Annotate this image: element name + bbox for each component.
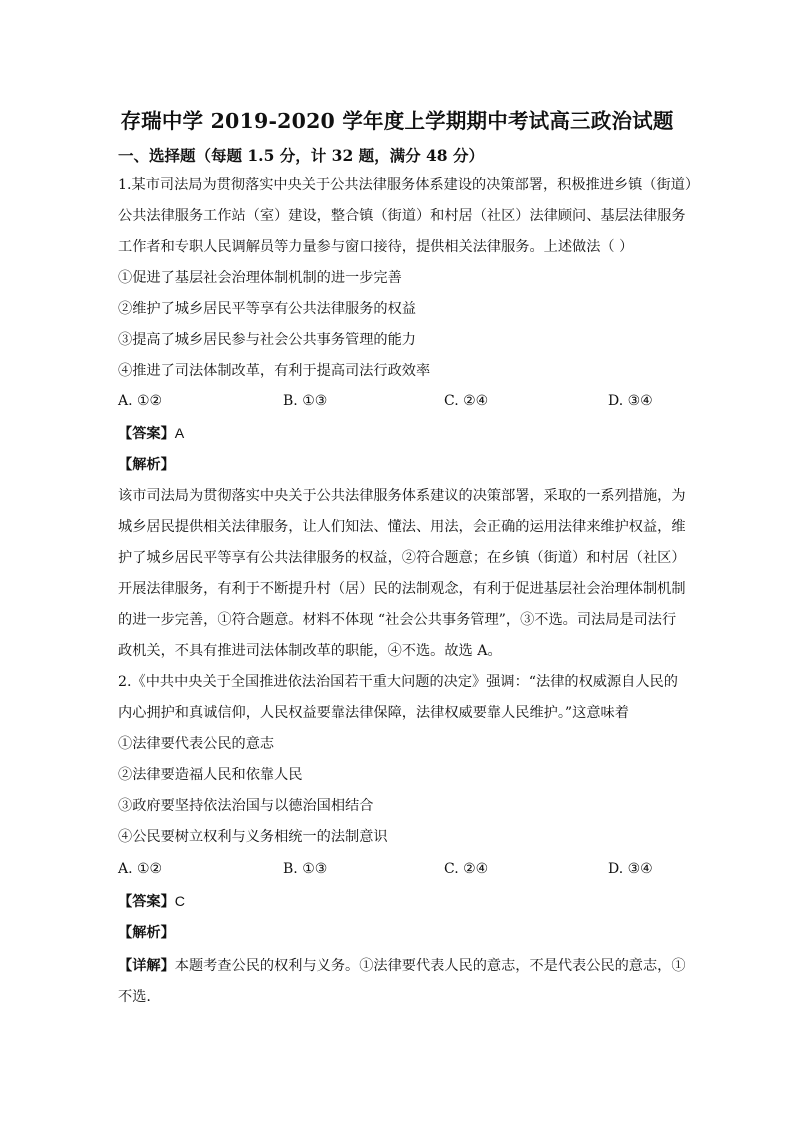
q1-option-d: D. ③④ [608, 393, 653, 409]
answer-label: 【答案】 [118, 894, 175, 910]
q1-item-2: ②维护了城乡居民平等享有公共法律服务的权益 [118, 301, 416, 317]
q2-item-1: ①法律要代表公民的意志 [118, 736, 275, 752]
q1-option-b: B. ①③ [283, 393, 328, 409]
page-title: 存瑞中学 2019-2020 学年度上学期期中考试高三政治试题 [120, 109, 674, 133]
q2-options [118, 861, 678, 881]
detail-label: 【详解】 [118, 958, 175, 974]
q2-option-d: D. ③④ [608, 861, 653, 877]
q1-analysis-line-6: 政机关，不具有推进司法体制改革的职能，④不选。故选 A。 [118, 643, 502, 659]
q2-stem-line-2: 内心拥护和真诚信仰，人民权益要靠法律保障，法律权威要靠人民维护。”这意味着 [118, 705, 629, 721]
q2-analysis-label [118, 923, 175, 943]
q1-stem-line-1: 1.某市司法局为贯彻落实中央关于公共法律服务体系建设的决策部署，积极推进乡镇（街道） [118, 177, 700, 193]
detail-text: 本题考查公民的权利与义务。①法律要代表人民的意志，不是代表公民的意志，① [174, 958, 686, 974]
q2-option-b: B. ①③ [283, 861, 328, 877]
q2-option-c: C. ②④ [444, 861, 489, 877]
q1-analysis-line-1: 该市司法局为贯彻落实中央关于公共法律服务体系建议的决策部署，采取的一系列措施，为 [118, 488, 686, 504]
q2-item-2: ②法律要造福人民和依靠人民 [118, 767, 303, 783]
answer-value: A [174, 426, 185, 442]
q1-answer [118, 424, 184, 444]
analysis-label: 【解析】 [118, 457, 175, 473]
q1-item-4: ④推进了司法体制改革，有利于提高司法行政效率 [118, 363, 431, 379]
q1-analysis-line-3: 护了城乡居民平等享有公共法律服务的权益，②符合题意；在乡镇（街道）和村居（社区） [118, 550, 686, 566]
q1-item-3: ③提高了城乡居民参与社会公共事务管理的能力 [118, 332, 416, 348]
q1-analysis-line-4: 开展法律服务，有利于不断提升村（居）民的法制观念，有利于促进基层社会治理体制机制 [118, 581, 686, 597]
q1-stem-line-3: 工作者和专职人民调解员等力量参与窗口接待，提供相关法律服务。上述做法（ ） [118, 239, 634, 255]
section-heading: 一、选择题（每题 1.5 分，计 32 题，满分 48 分） [118, 146, 484, 165]
q2-item-3: ③政府要坚持依法治国与以德治国相结合 [118, 798, 374, 814]
q2-detail-line-1 [118, 956, 686, 976]
q2-option-a: A. ①② [118, 861, 163, 877]
q2-detail-line-2: 不选. [118, 989, 151, 1005]
q1-analysis-line-5: 的进一步完善，①符合题意。材料不体现 “社会公共事务管理”，③不选。司法局是司法行 [118, 612, 677, 628]
q1-analysis-label [118, 455, 175, 475]
q1-options [118, 393, 678, 413]
analysis-label: 【解析】 [118, 925, 175, 941]
answer-label: 【答案】 [118, 426, 175, 442]
q1-item-1: ①促进了基层社会治理体制机制的进一步完善 [118, 270, 402, 286]
q2-stem-line-1: 2.《中共中央关于全国推进依法治国若干重大问题的决定》强调：“法律的权威源自人民的 [118, 674, 678, 690]
q1-option-c: C. ②④ [444, 393, 489, 409]
q2-item-4: ④公民要树立权利与义务相统一的法制意识 [118, 829, 388, 845]
q1-analysis-line-2: 城乡居民提供相关法律服务，让人们知法、懂法、用法，会正确的运用法律来维护权益，维 [118, 519, 686, 535]
q1-stem-line-2: 公共法律服务工作站（室）建设，整合镇（街道）和村居（社区）法律顾问、基层法律服务 [118, 208, 686, 224]
answer-value: C [174, 894, 186, 910]
q2-answer [118, 892, 185, 912]
q1-option-a: A. ①② [118, 393, 163, 409]
